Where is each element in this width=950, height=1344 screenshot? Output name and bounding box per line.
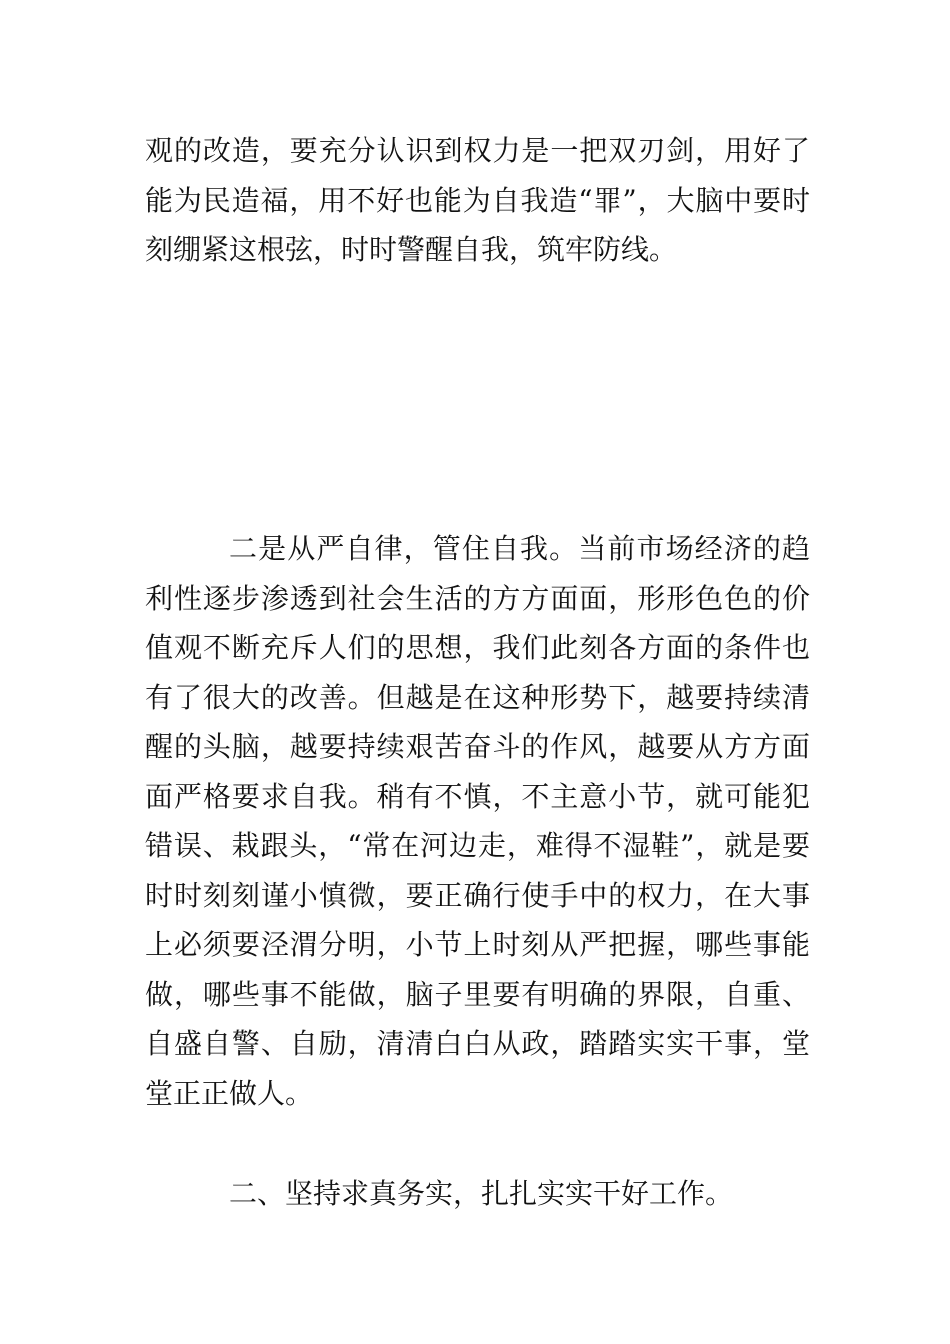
- paragraph-continuation: 观的改造，要充分认识到权力是一把双刃剑，用好了能为民造福，用不好也能为自我造“罪”，大脑中要时刻绷紧这根弦，时时警醒自我，筑牢防线。: [145, 134, 810, 266]
- section-heading: 二、坚持求真务实，扎扎实实干好工作。: [229, 1177, 734, 1210]
- paragraph-self-discipline: 二是从严自律，管住自我。当前市场经济的趋利性逐步渗透到社会生活的方方面面，形形色色的价值观不断充斥人们的思想，我们此刻各方面的条件也有了很大的改善。但越是在这种形势下，越要持续清醒的头脑，越要持续艰苦奋斗的作风，越要从方方面面严格要求自我。稍有不慎，不主意小节，就可能犯错误、栽跟头，“常在河边走，难得不湿鞋”，就是要时时刻刻谨小慎微，要正确行使手中的权力，在大事上必须要泾渭分明，小节上时刻从严把握，哪些事能做，哪些事不能做，脑子里要有明确的界限，自重、自盛自警、自励，清清白白从政，踏踏实实干事，堂堂正正做人。: [145, 532, 810, 1110]
